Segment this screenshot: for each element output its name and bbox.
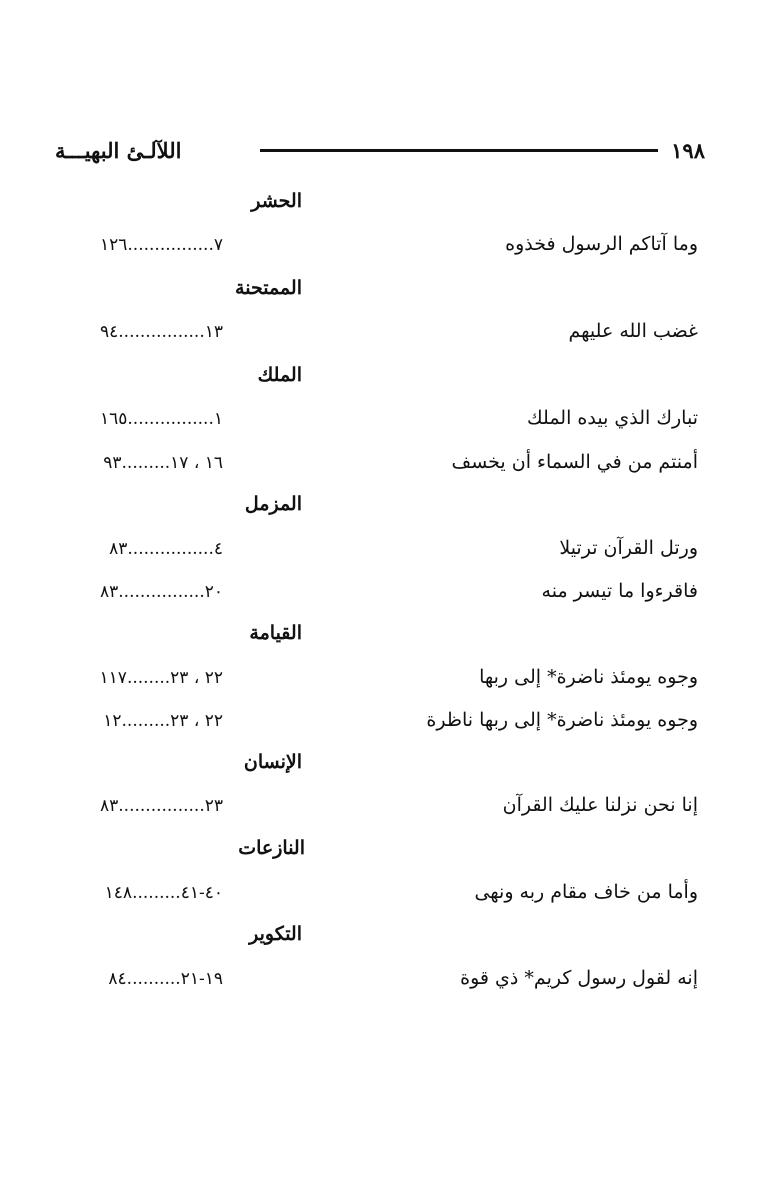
page-number: ١٩٨ <box>671 138 705 163</box>
running-title: اللآلـئ البهيـــة <box>55 138 182 163</box>
verse-reference: ١٣................٩٤ <box>100 322 223 342</box>
surah-heading: الملك <box>257 364 302 386</box>
verse-text: وجوه يومئذ ناضرة* إلى ربها <box>479 666 698 688</box>
verse-text: تبارك الذي بيده الملك <box>527 407 698 429</box>
verse-text: غضب الله عليهم <box>568 320 698 342</box>
verse-text: أمنتم من في السماء أن يخسف <box>451 451 698 473</box>
verse-reference: ٢٠................٨٣ <box>100 582 223 602</box>
verse-reference: ٢٢ ، ٢٣.........١٢ <box>103 711 223 731</box>
verse-reference: ١٦ ، ١٧.........٩٣ <box>103 453 223 473</box>
verse-text: وما آتاكم الرسول فخذوه <box>505 233 698 255</box>
header-rule <box>260 149 658 152</box>
verse-text: إنا نحن نزلنا عليك القرآن <box>502 794 698 816</box>
page-header <box>55 138 705 164</box>
verse-reference: ٤٠-٤١.........١٤٨ <box>104 883 223 903</box>
surah-heading: الممتحنة <box>235 277 302 299</box>
verse-text: إنه لقول رسول كريم* ذي قوة <box>460 967 698 989</box>
surah-heading: الحشر <box>251 190 302 212</box>
verse-text: ورتل القرآن ترتيلا <box>559 537 698 559</box>
verse-text: وأما من خاف مقام ربه ونهى <box>474 881 698 903</box>
surah-heading: القيامة <box>249 622 302 644</box>
verse-text: وجوه يومئذ ناضرة* إلى ربها ناظرة <box>426 709 698 731</box>
surah-heading: التكوير <box>249 923 302 945</box>
verse-reference: ١................١٦٥ <box>99 409 223 429</box>
surah-heading: الإنسان <box>243 751 302 773</box>
verse-reference: ٢٣................٨٣ <box>100 796 223 816</box>
surah-heading: المزمل <box>244 493 302 515</box>
verse-text: فاقرءوا ما تيسر منه <box>541 580 698 602</box>
verse-reference: ١٩-٢١..........٨٤ <box>108 969 223 989</box>
verse-reference: ٢٢ ، ٢٣........١١٧ <box>99 668 223 688</box>
verse-reference: ٤................٨٣ <box>109 539 223 559</box>
surah-heading: النازعات <box>238 837 305 859</box>
verse-reference: ٧................١٢٦ <box>99 235 223 255</box>
